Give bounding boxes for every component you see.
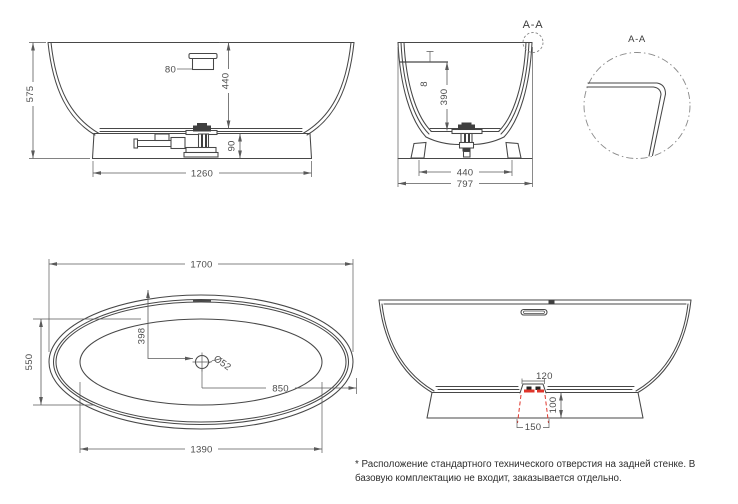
dim-label-440-side: 440 [456,167,474,179]
dim-90 [227,134,241,159]
footnote-line-2: базовую комплектацию не входит, заказывается отдельно. [355,472,622,484]
rear-view [379,300,691,433]
dim-label-398: 398 [136,327,148,345]
technical-hole-projection-lines [518,395,549,423]
dim-label-8: 8 [419,81,430,87]
dim-label-90: 90 [226,140,238,152]
side-view [398,19,543,190]
dim-label-1260: 1260 [190,168,214,180]
dim-1260 [93,161,312,180]
dim-label-390: 390 [439,88,450,106]
side-water-level [400,52,448,63]
footnote-line-1: * Расположение стандартного технического отверстия на задней стенке. В [355,459,696,470]
dim-label-550: 550 [24,353,35,371]
dim-label-850: 850 [272,383,289,395]
dim-drain-diameter [208,353,233,373]
dim-label-797: 797 [456,179,474,190]
side-drain-assembly [452,123,482,158]
dim-label-1390: 1390 [190,444,213,456]
dim-label-80: 80 [164,64,176,76]
rear-overflow-slot [521,310,547,316]
dim-label-1700: 1700 [190,259,213,271]
dim-8 [419,81,430,87]
detail-rim-corner [587,83,666,156]
dim-150 [517,419,549,433]
dim-575 [25,43,90,159]
dim-390 [439,62,450,131]
footnote [355,458,737,485]
front-view [25,43,354,180]
dim-120 [522,371,553,384]
rear-technical-hole [518,384,549,423]
side-foot-right [506,143,521,159]
rear-center-mark [549,301,555,305]
rear-tub-outline [379,300,691,418]
dim-100 [548,393,561,419]
dim-label-d52: Ø52 [211,353,233,374]
dim-440-side [419,160,512,179]
detail-view [584,34,690,159]
dim-label-120: 120 [536,371,553,382]
front-overflow-box [189,54,217,70]
dim-label-575: 575 [25,85,36,103]
dim-label-150: 150 [524,422,542,433]
dim-1700 [49,259,353,352]
detail-circle [584,53,690,159]
dim-label-100: 100 [548,396,559,414]
dim-850 [202,369,357,395]
plan-view [24,259,357,456]
dim-440-front [219,43,232,129]
dim-80 [165,65,192,76]
dim-550 [24,319,141,405]
detail-label: A-A [628,34,646,45]
side-foot-left [411,143,426,159]
dim-label-440-front: 440 [220,72,232,90]
section-label: A-A [522,19,544,31]
